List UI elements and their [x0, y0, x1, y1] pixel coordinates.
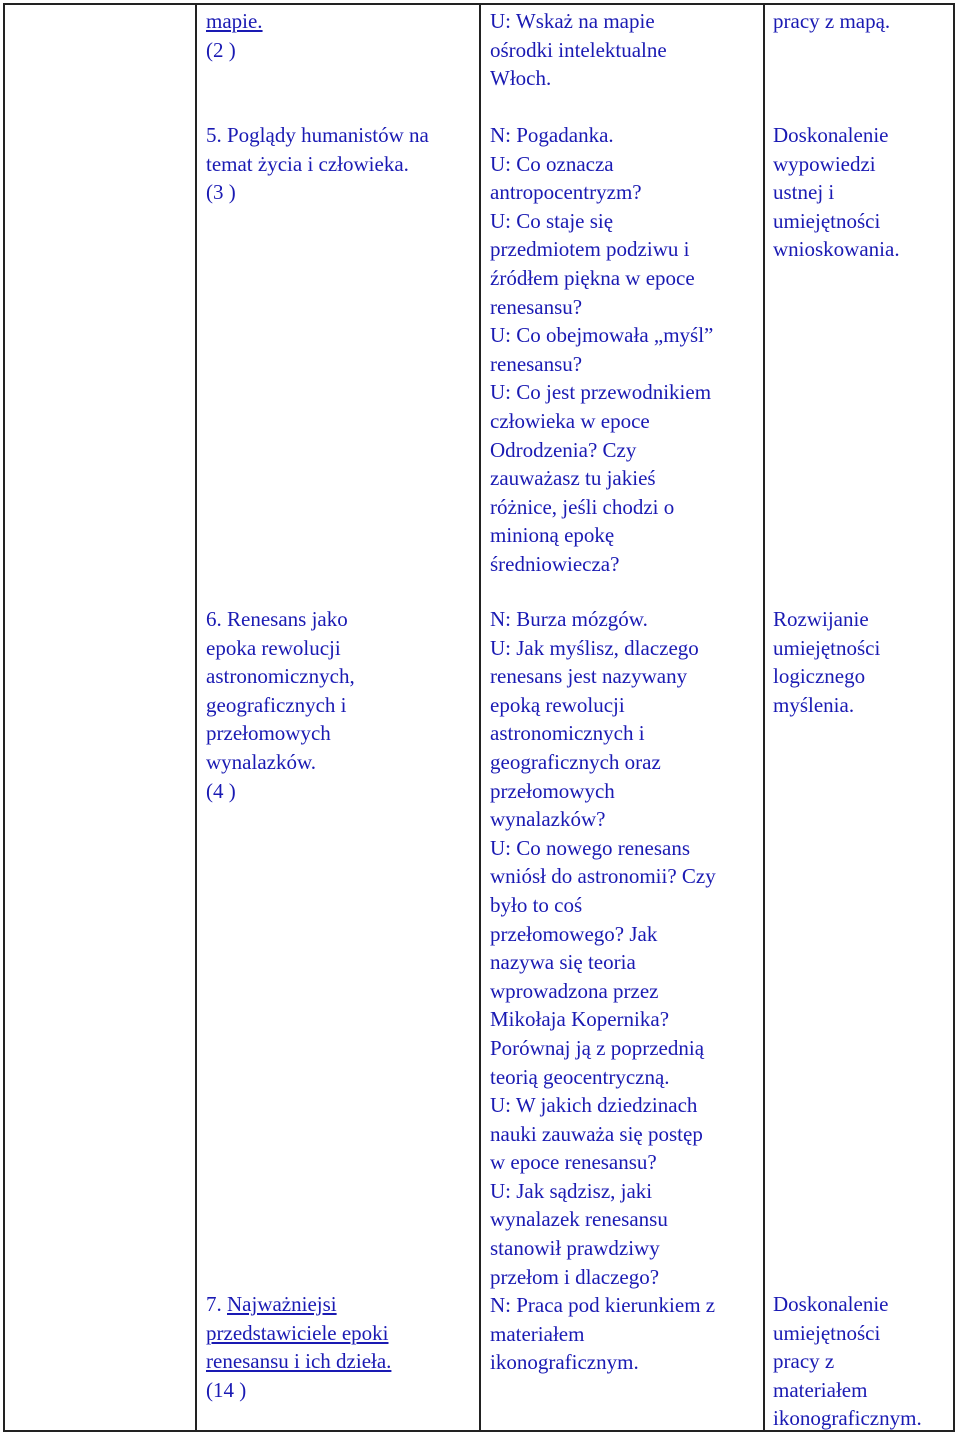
- methods-line: U: Co jest przewodnikiem: [490, 380, 712, 405]
- methods-line: Odrodzenia? Czy: [490, 437, 637, 462]
- methods-line: przełomowych: [490, 778, 615, 803]
- methods-line: było to coś: [490, 892, 583, 917]
- methods-line: U: Wskaż na mapie: [490, 9, 655, 33]
- methods-line: U: Jak sądzisz, jaki: [490, 1178, 653, 1203]
- methods-line: przełom i dlaczego?: [490, 1264, 660, 1289]
- topic-line: geograficznych i: [206, 692, 347, 717]
- skills-line: pracy z: [773, 1349, 835, 1374]
- methods-line: renesansu?: [490, 294, 583, 319]
- topic-line: 5. Poglądy humanistów na: [206, 123, 429, 147]
- methods-line: wprowadzona przez: [490, 978, 659, 1003]
- methods-line: Włoch.: [490, 66, 552, 91]
- methods-line: ośrodki intelektualne: [490, 37, 667, 62]
- methods-line: U: Co staje się: [490, 208, 614, 233]
- skills-line: pracy z mapą.: [773, 9, 891, 33]
- skills-line: Doskonalenie: [773, 123, 889, 147]
- methods-line: N: Pogadanka.: [490, 123, 614, 147]
- hours-note: (4 ): [206, 778, 236, 803]
- methods-line: renesansu?: [490, 351, 583, 376]
- row-3-methods: [490, 605, 716, 1377]
- methods-line: wynalazek renesansu: [490, 1207, 668, 1232]
- methods-line: źródłem piękna w epoce: [490, 265, 695, 290]
- topic-link[interactable]: mapie.: [206, 9, 263, 33]
- methods-line: stanowił prawdziwy: [490, 1236, 660, 1261]
- methods-line: wniósł do astronomii? Czy: [490, 864, 716, 889]
- methods-line: U: Co obejmowała „myśl”: [490, 323, 714, 348]
- methods-line: materiałem: [490, 1321, 585, 1346]
- methods-line: minioną epokę: [490, 523, 615, 548]
- methods-line: średniowiecza?: [490, 551, 620, 576]
- column-divider: [763, 5, 765, 1430]
- methods-line: N: Burza mózgów.: [490, 607, 648, 631]
- methods-line: przedmiotem podziwu i: [490, 237, 690, 262]
- methods-line: geograficznych oraz: [490, 749, 661, 774]
- row-1-topic: [206, 7, 263, 64]
- skills-line: wypowiedzi: [773, 151, 876, 176]
- methods-line: zauważasz tu jakieś: [490, 466, 656, 491]
- column-divider: [479, 5, 481, 1430]
- column-divider: [195, 5, 197, 1430]
- topic-link[interactable]: przedstawiciele epoki: [206, 1320, 389, 1345]
- topic-line: przełomowych: [206, 721, 331, 746]
- topic-line: epoka rewolucji: [206, 635, 341, 660]
- methods-line: przełomowego? Jak: [490, 921, 658, 946]
- topic-link[interactable]: Najważniejsi: [227, 1292, 337, 1316]
- topic-line: wynalazków.: [206, 749, 317, 774]
- methods-line: różnice, jeśli chodzi o: [490, 494, 675, 519]
- methods-line: Porównaj ją z poprzednią: [490, 1035, 705, 1060]
- methods-line: astronomicznych i: [490, 721, 645, 746]
- methods-line: teorią geocentryczną.: [490, 1064, 670, 1089]
- methods-line: N: Praca pod kierunkiem z: [490, 1293, 716, 1318]
- methods-line: epoką rewolucji: [490, 692, 625, 717]
- topic-line: 6. Renesans jako: [206, 607, 348, 631]
- methods-line: U: Co oznacza: [490, 151, 614, 176]
- row-3-topic: [206, 605, 355, 805]
- topic-link[interactable]: renesansu i ich dzieła.: [206, 1349, 392, 1374]
- skills-line: umiejętności: [773, 208, 881, 233]
- hours-note: (14 ): [206, 1377, 247, 1402]
- methods-line: Mikołaja Kopernika?: [490, 1007, 670, 1032]
- methods-line: renesans jest nazywany: [490, 664, 688, 689]
- methods-line: nauki zauważa się postęp: [490, 1121, 703, 1146]
- topic-line: [206, 1290, 391, 1319]
- methods-line: U: W jakich dziedzinach: [490, 1093, 698, 1118]
- methods-line: w epoce renesansu?: [490, 1150, 657, 1175]
- methods-line: U: Co nowego renesans: [490, 835, 691, 860]
- skills-line: umiejętności: [773, 1320, 881, 1345]
- skills-line: ikonograficznym.: [773, 1406, 922, 1431]
- methods-line: nazywa się teoria: [490, 950, 636, 975]
- methods-line: człowieka w epoce: [490, 408, 650, 433]
- methods-line: ikonograficznym.: [490, 1350, 639, 1375]
- skills-line: Rozwijanie: [773, 607, 869, 631]
- skills-line: umiejętności: [773, 635, 881, 660]
- methods-line: wynalazków?: [490, 807, 606, 832]
- skills-line: Doskonalenie: [773, 1292, 889, 1316]
- topic-line: astronomicznych,: [206, 664, 355, 689]
- skills-line: logicznego: [773, 664, 866, 689]
- topic-number: 7.: [206, 1292, 227, 1316]
- skills-line: ustnej i: [773, 180, 835, 205]
- row-4-skills: [773, 1290, 922, 1433]
- methods-line: U: Jak myślisz, dlaczego: [490, 635, 699, 660]
- methods-line: antropocentryzm?: [490, 180, 642, 205]
- row-2-topic: [206, 121, 429, 207]
- row-2-skills: [773, 121, 900, 264]
- hours-note: (3 ): [206, 180, 236, 205]
- skills-line: myślenia.: [773, 692, 855, 717]
- skills-line: materiałem: [773, 1377, 868, 1402]
- row-1-skills: [773, 7, 890, 36]
- row-4-topic: [206, 1290, 391, 1404]
- topic-line: temat życia i człowieka.: [206, 151, 409, 176]
- row-3-skills: [773, 605, 880, 719]
- hours-note: (2 ): [206, 37, 236, 62]
- skills-line: wnioskowania.: [773, 237, 900, 262]
- row-2-methods: [490, 121, 713, 579]
- row-1-methods: [490, 7, 667, 93]
